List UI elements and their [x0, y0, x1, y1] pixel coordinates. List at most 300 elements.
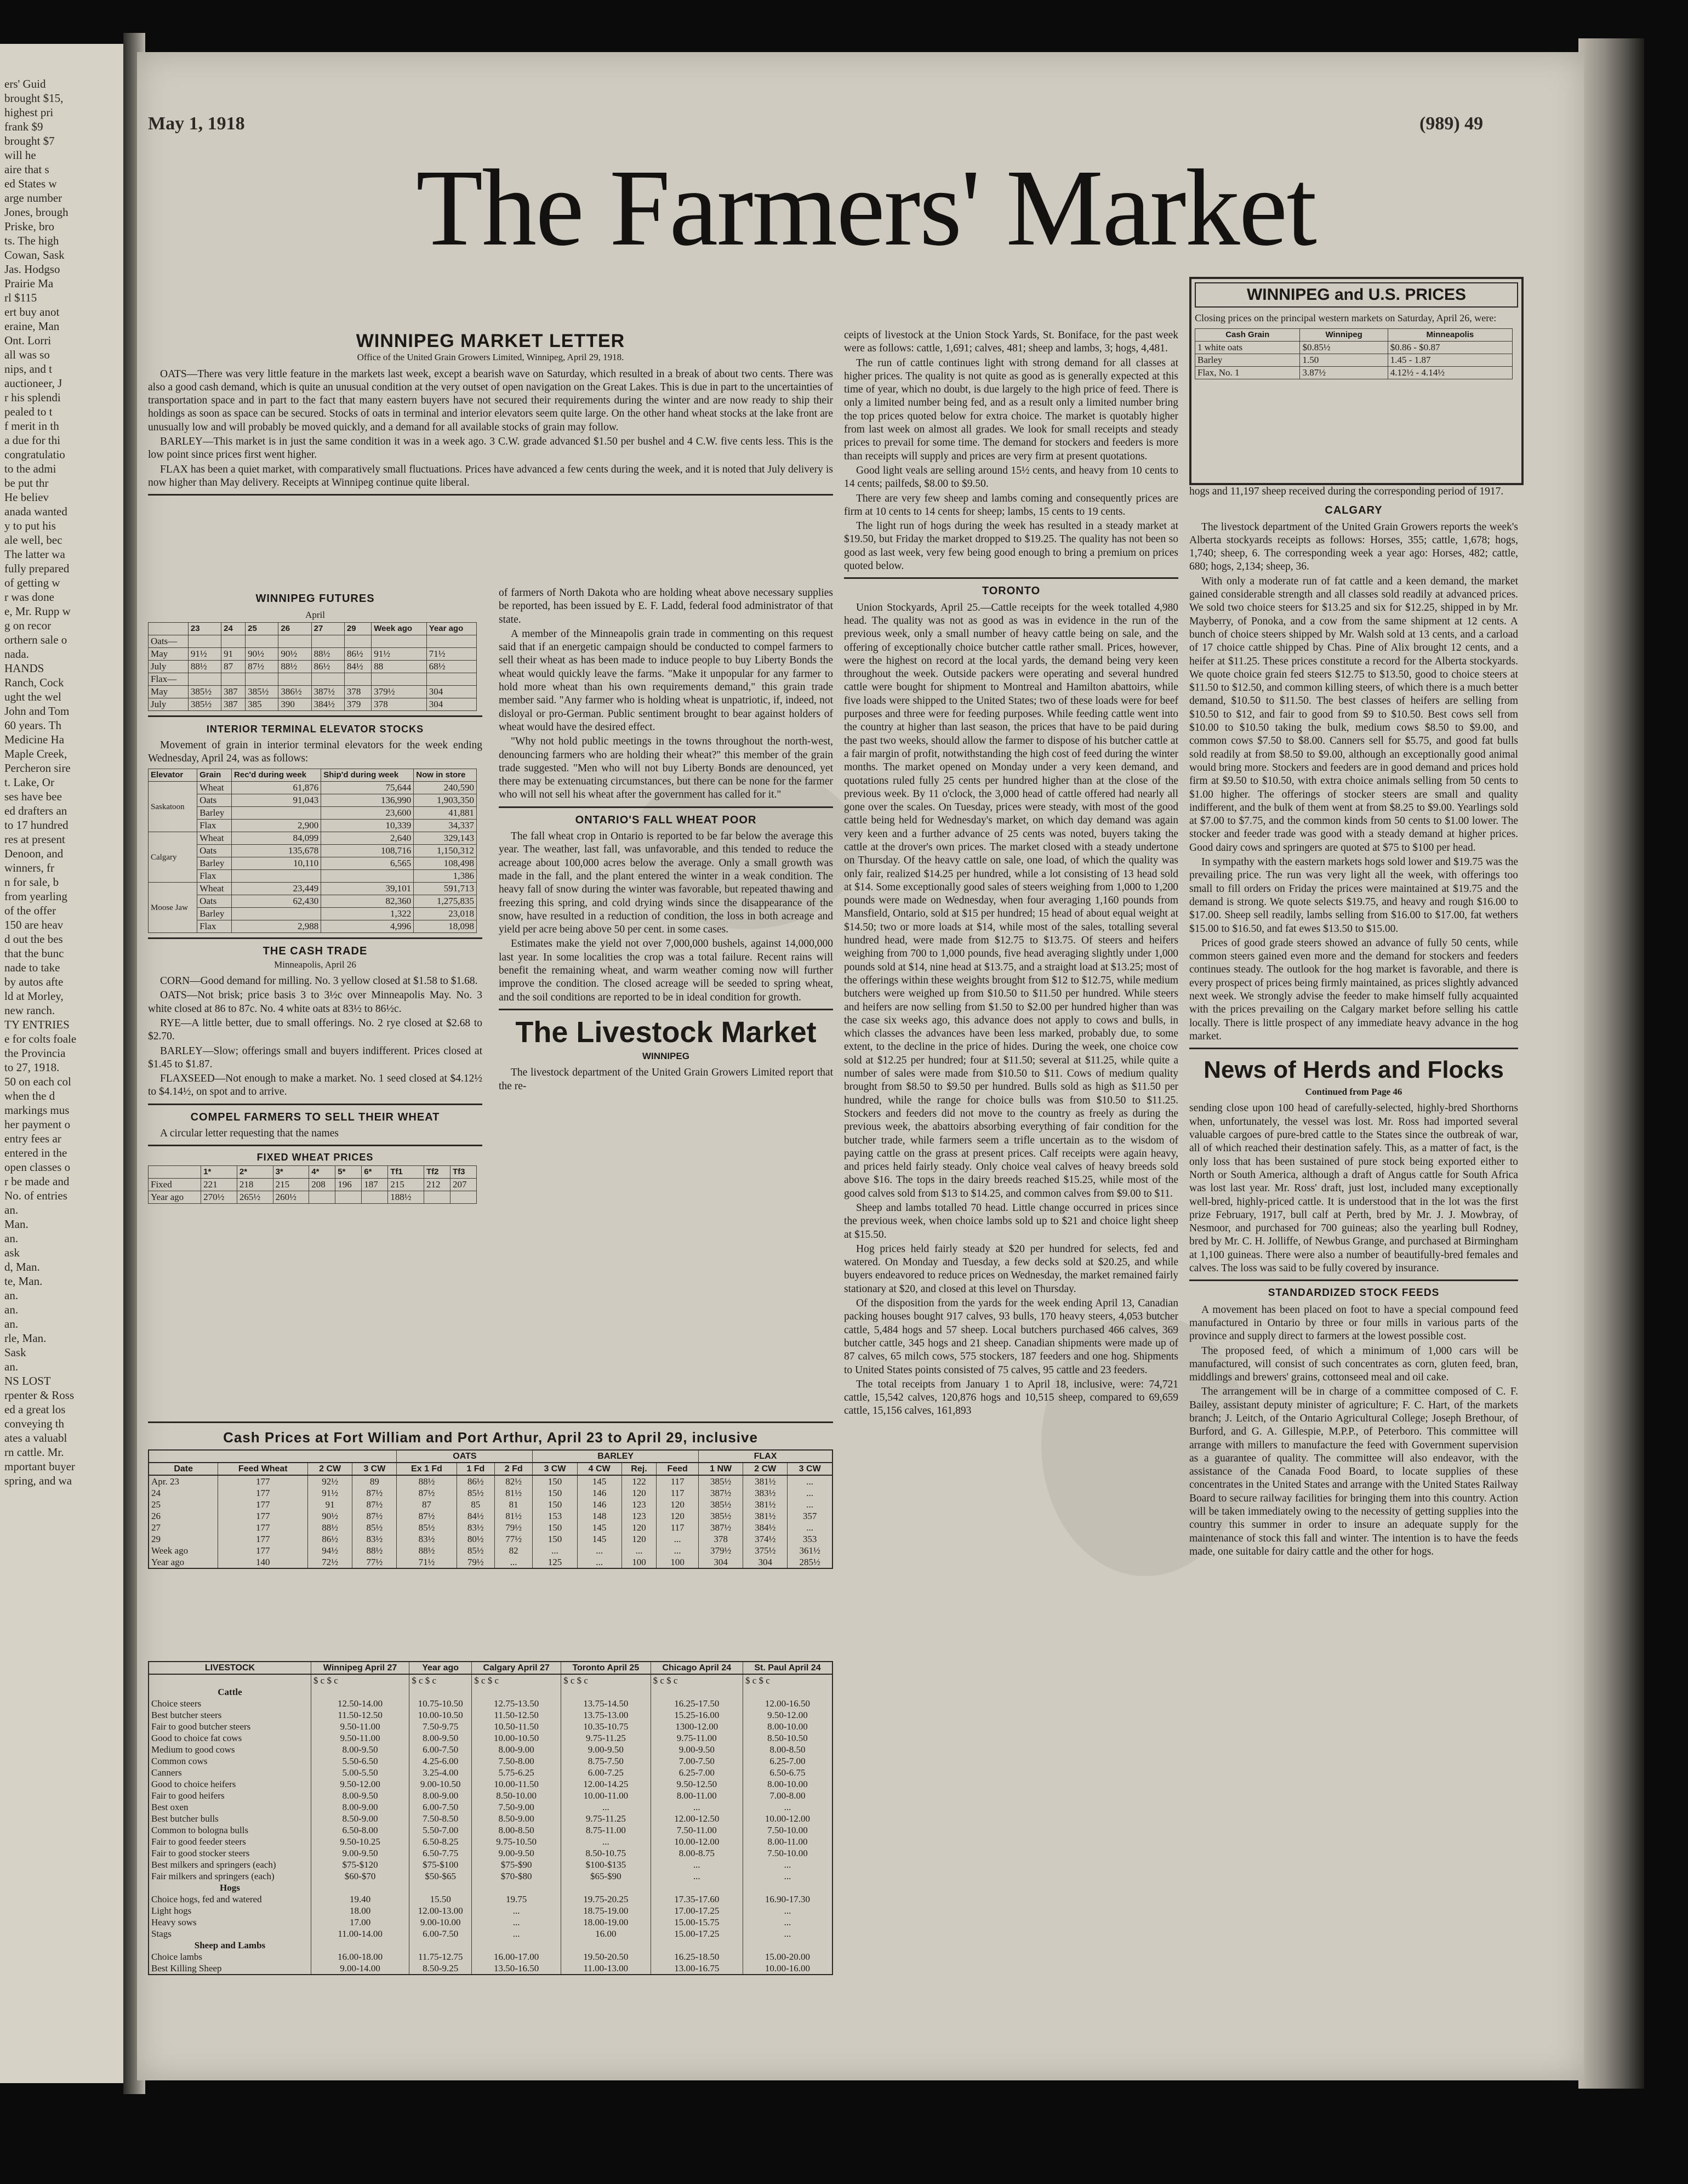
- left-page-fragment: d out the bes: [4, 932, 63, 946]
- table-cell: 79½: [494, 1522, 532, 1533]
- left-page-fragment: all was so: [4, 348, 50, 361]
- table-cell: 117: [657, 1487, 699, 1499]
- table-cell: ...: [561, 1836, 651, 1847]
- table-cell: Best butcher steers: [149, 1709, 311, 1721]
- left-page-fragment: r be made and: [4, 1175, 70, 1188]
- units-cell: $ c $ c: [651, 1674, 743, 1686]
- table-cell: 8.75-7.50: [561, 1755, 651, 1767]
- compel-farmers-continued: of farmers of North Dakota who are holding wheat above necessary supplies be reported, has been issued by E. F. Ladd, federal food administrator of that state.: [499, 587, 833, 625]
- table-cell: 62,430: [232, 895, 321, 908]
- table-cell: Barley: [197, 908, 232, 920]
- table-cell: 212: [424, 1178, 450, 1191]
- table-cell: 12.00-12.50: [651, 1813, 743, 1824]
- table-cell: 153: [533, 1510, 577, 1522]
- left-page-fragment: ught the wel: [4, 690, 61, 703]
- livestock-market-para-5: The light run of hogs during the week has resulted in a steady market at $19.50, but Friday the market dropped to $19.25. The quality has not been so good as last week, very few being good enough to bring a premium on prices quoted below.: [844, 520, 1178, 572]
- section-row: [149, 1940, 832, 1951]
- elevator-row: [149, 895, 477, 908]
- table-cell: 13.75-14.50: [561, 1698, 651, 1709]
- left-page-fragment: ale well, bec: [4, 533, 62, 547]
- table-cell: $65-$90: [561, 1870, 651, 1882]
- table-cell: 9.75-10.50: [472, 1836, 561, 1847]
- futures-row: [149, 685, 477, 698]
- left-page-fragment: g on recor: [4, 619, 52, 632]
- units-cell: $ c $ c: [472, 1674, 561, 1686]
- column-header: 25: [246, 622, 278, 635]
- table-cell: Oats: [197, 895, 232, 908]
- table-cell: 86½: [344, 647, 371, 660]
- left-page-fragment: r his splendi: [4, 391, 61, 404]
- left-page-fragment: auctioneer, J: [4, 377, 62, 390]
- table-cell: 9.75-11.25: [561, 1732, 651, 1744]
- calgary-paragraph: With only a moderate run of fat cattle and a keen demand, the market gained considerable strength and all classes sold readily at advanced prices. We sold two choice steers for $13.25 and six for $12.25, shipped in by Mr. Mayberry, of Ponoka, and a cow from the same shipment at 12 cents. A bunch of choice steers shipped by Mr. Walsh sold at 13 cents, and a carload of 17 choice cattle shipped by Chas. Pine of Alix brought 12 cents, and a heifer at $11.25. These prices constitute a record for the Alberta stockyards. We quote choice grain fed steers $12.75 to $13.50, good to choice steers at $11.50 to $12.50, and common killing steers, of which there is a much better demand, $10.50 to $11.50. The best classes of heifers are selling from $10.50 to $12, and fair to good from $9 to $10.50. Best cows sell from $10.00 to $10.50 taking the bulk, medium cows $8.50 to $9.00, and common cows $7.50 to $8.00. Canners sell for $5.75, and good fat bulls sold readily at from $8.50 to $9.00, although an exceptionally good animal would bring more. Stockers and feeders are in good demand and prices hold firm at $9.50 to $10.50, with extra choice animals selling from 50 cents to $1.00 higher. The offerings of stocker steers are small and quality indifferent, and the bulk of them went at from $8.25 to $9.00. Yearlings sold at $7.00 to $7.75, and the common kinds from 50 cents to $1.00 lower. The stocker and feeder trade was good with a steady demand at higher prices. Good dairy cows and springers are quoted at $75 to $100 per head.: [1189, 575, 1518, 854]
- left-page-fragment: an.: [4, 1232, 19, 1245]
- table-cell: 15.50: [409, 1893, 472, 1905]
- elevator-row: [149, 832, 477, 845]
- fixed-wheat-title: FIXED WHEAT PRICES: [256, 1152, 374, 1163]
- table-cell: 91½: [308, 1487, 352, 1499]
- left-page-fragment: that the bunc: [4, 947, 64, 960]
- left-page-fragment: to 17 hundred: [4, 818, 69, 832]
- group-header-flax: FLAX: [699, 1450, 832, 1463]
- left-page-fragment: rpenter & Ross: [4, 1389, 75, 1402]
- column-header: Chicago April 24: [651, 1662, 743, 1674]
- table-cell: 379½: [372, 685, 426, 698]
- left-page-fragment: brought $7: [4, 134, 55, 147]
- table-cell: 385½: [246, 685, 278, 698]
- elevator-row: [149, 908, 477, 920]
- table-cell: 385½: [699, 1475, 743, 1487]
- left-page-fragment: congratulatio: [4, 448, 65, 461]
- left-page-fragment: markings mus: [4, 1104, 70, 1117]
- livestock-row: [149, 1893, 832, 1905]
- table-cell: 23,018: [414, 908, 477, 920]
- group-header-oats: OATS: [397, 1450, 533, 1463]
- elevator-name: Calgary: [149, 832, 197, 883]
- left-page-fragment: The latter wa: [4, 548, 65, 561]
- table-cell: 71½: [397, 1556, 457, 1568]
- table-cell: 8.00-8.50: [743, 1744, 832, 1755]
- table-cell: Choice lambs: [149, 1951, 311, 1963]
- table-cell: 6.00-7.50: [409, 1801, 472, 1813]
- cash-price-row: [149, 1475, 832, 1487]
- table-cell: 8.50-10.00: [472, 1790, 561, 1801]
- table-cell: 387½: [699, 1522, 743, 1533]
- table-cell: 12.00-13.00: [409, 1905, 472, 1916]
- table-cell: 215: [273, 1178, 309, 1191]
- livestock-market-para-3: Good light veals are selling around 15½ cents, and heavy from 10 cents to 14 cents; pailfeds, $8.00 to $9.50.: [844, 464, 1178, 490]
- table-cell: 4.12½ - 4.14½: [1388, 367, 1512, 379]
- table-cell: 218: [237, 1178, 273, 1191]
- column-header: Ex 1 Fd: [397, 1463, 457, 1475]
- section-filler: [409, 1940, 472, 1951]
- left-page-fragment: anada wanted: [4, 505, 67, 518]
- fixed-wheat-row: [149, 1191, 477, 1203]
- table-cell: 177: [218, 1475, 308, 1487]
- section-row: [149, 1686, 832, 1698]
- livestock-row: [149, 1824, 832, 1836]
- futures-row: [149, 698, 477, 710]
- left-page-fragment: to 27, 1918.: [4, 1061, 60, 1074]
- left-page-fragment: frank $9: [4, 120, 43, 133]
- section-row: [149, 1882, 832, 1893]
- table-cell: 7.50-10.00: [743, 1847, 832, 1859]
- table-cell: 146: [577, 1499, 621, 1510]
- left-page-fragment: an.: [4, 1203, 19, 1216]
- table-cell: 85½: [457, 1545, 494, 1556]
- left-page-fragment: an.: [4, 1289, 19, 1302]
- table-cell: 3.87½: [1300, 367, 1388, 379]
- table-cell: 79½: [457, 1556, 494, 1568]
- table-cell: 4.25-6.00: [409, 1755, 472, 1767]
- column-header: 27: [311, 622, 344, 635]
- units-cell: $ c $ c: [743, 1674, 832, 1686]
- table-cell: 136,990: [321, 794, 414, 807]
- table-cell: 71½: [426, 647, 476, 660]
- left-page-fragment: open classes o: [4, 1161, 71, 1174]
- toronto-paragraph: Hog prices held fairly steady at $20 per hundred for selects, fed and watered. On Monday and Tuesday, a few decks sold at $20.25, and while buyers endeavored to reduce prices on Wednesday, the market remained fairly stationary at $20, and closed at this level on Thursday.: [844, 1243, 1178, 1295]
- table-cell: 304: [743, 1556, 788, 1568]
- prices-box-row: [1195, 342, 1513, 354]
- table-cell: 1.45 - 1.87: [1388, 354, 1512, 367]
- table-cell: 18,098: [414, 920, 477, 933]
- stock-feeds-title: STANDARDIZED STOCK FEEDS: [1268, 1287, 1440, 1299]
- table-cell: 88: [372, 660, 426, 673]
- table-cell: 13.50-16.50: [472, 1963, 561, 1975]
- table-cell: 92½: [308, 1475, 352, 1487]
- table-cell: 1.50: [1300, 354, 1388, 367]
- section-filler: [561, 1882, 651, 1893]
- table-cell: 10.00-10.50: [409, 1709, 472, 1721]
- table-cell: 68½: [426, 660, 476, 673]
- table-cell: 6.25-7.00: [743, 1755, 832, 1767]
- column-header: 3*: [273, 1165, 309, 1178]
- table-cell: 381½: [743, 1475, 788, 1487]
- left-page-fragment: the Provincia: [4, 1046, 66, 1060]
- table-cell: 8.00-11.00: [651, 1790, 743, 1801]
- table-cell: ...: [743, 1905, 832, 1916]
- table-cell: Week ago: [149, 1545, 218, 1556]
- table-cell: 304: [699, 1556, 743, 1568]
- left-page-fragment: her payment o: [4, 1118, 71, 1131]
- table-cell: 357: [788, 1510, 832, 1522]
- table-cell: [311, 635, 344, 647]
- table-cell: 378: [372, 698, 426, 710]
- table-cell: 240,590: [414, 782, 477, 794]
- table-cell: 6.00-7.50: [409, 1928, 472, 1940]
- table-cell: 10.75-10.50: [409, 1698, 472, 1709]
- table-cell: [372, 673, 426, 685]
- table-cell: 196: [335, 1178, 362, 1191]
- left-page-fragment: mportant buyer: [4, 1460, 75, 1473]
- elevator-stocks-intro: Movement of grain in interior terminal elevators for the week ending Wednesday, April 24, was as follows:: [148, 739, 482, 765]
- ontario-wheat-title: ONTARIO'S FALL WHEAT POOR: [575, 814, 757, 826]
- table-cell: 88½: [397, 1545, 457, 1556]
- table-cell: 145: [577, 1533, 621, 1545]
- section-filler: [311, 1882, 409, 1893]
- table-cell: ...: [472, 1916, 561, 1928]
- table-cell: 17.00-17.25: [651, 1905, 743, 1916]
- table-cell: 88½: [278, 660, 311, 673]
- table-cell: Apr. 23: [149, 1475, 218, 1487]
- table-cell: 7.50-8.00: [472, 1755, 561, 1767]
- table-cell: Flax: [197, 870, 232, 883]
- cash-prices-table: [148, 1449, 833, 1569]
- table-cell: 86½: [311, 660, 344, 673]
- column-header: Elevator: [149, 769, 197, 782]
- table-cell: 87½: [246, 660, 278, 673]
- table-cell: 8.00-9.00: [472, 1744, 561, 1755]
- cash-trade-paragraph: OATS—Not brisk; price basis 3 to 3½c over Minneapolis May. No. 3 white closed at 86 to 87c. No. 4 white oats at 83½ to 86½c.: [148, 989, 482, 1015]
- table-cell: 122: [621, 1475, 657, 1487]
- livestock-market-intro: The livestock department of the United Grain Growers Limited report that the re-: [499, 1067, 833, 1092]
- cash-trade-paragraph: FLAXSEED—Not enough to make a market. No. 1 seed closed at $4.12½ to $4.14½, on spot and to arrive.: [148, 1073, 482, 1098]
- table-cell: Fair milkers and springers (each): [149, 1870, 311, 1882]
- section-filler: [472, 1686, 561, 1698]
- table-cell: 177: [218, 1533, 308, 1545]
- table-cell: 91½: [372, 647, 426, 660]
- left-page-fragment: te, Man.: [4, 1275, 43, 1288]
- futures-title: WINNIPEG FUTURES: [255, 593, 375, 605]
- table-cell: 304: [426, 685, 476, 698]
- table-cell: [246, 673, 278, 685]
- table-header-row: [149, 1463, 832, 1475]
- column-header: Grain: [197, 769, 232, 782]
- left-page-fragment: e, Mr. Rupp w: [4, 605, 71, 618]
- table-cell: 150: [533, 1475, 577, 1487]
- table-cell: 8.50-10.75: [561, 1847, 651, 1859]
- table-cell: ...: [472, 1905, 561, 1916]
- table-cell: $50-$65: [409, 1870, 472, 1882]
- table-cell: 10,339: [321, 820, 414, 832]
- table-header-row: [149, 622, 477, 635]
- elevator-name: Moose Jaw: [149, 883, 197, 933]
- table-cell: 91,043: [232, 794, 321, 807]
- table-cell: [309, 1191, 335, 1203]
- left-page-fragment: will he: [4, 149, 36, 162]
- stock-feeds-paragraph: The arrangement will be in charge of a committee composed of C. F. Bailey, assistant deputy minister of agriculture; F. C. Hart, of the markets branch; J. Leitch, of the Ontario Agricultural College; Joseph Brethour, of Burford, and G. A. Gillespie, M.P.P., of Peterboro. This committee will arrange with millers to manufacture the feed with Government supervision as a guarantee of quality. The committee will also endeavor, with the assistance of the Canada Food Board, to locate supplies of these concentrates in the United States and arrange with the United States Railway Board to secure railway facilities for bringing them into this country. Action will be taken immediately owing to the necessity of getting supplies into the country this summer in order to insure an adequate supply for the maintenance of stock this fall and winter. The intention is to have the feeds made, one suitable for dairy cattle and the other for hogs.: [1189, 1386, 1518, 1557]
- toronto-paragraph: Union Stockyards, April 25.—Cattle receipts for the week totalled 4,980 head. The quality was not as good as was in evidence in the run of the previous week, only a small number of heavy cattle being on sale, and the offering of exceptionally choice butcher cattle rather small. Prices, however, were the highest on record at the local yards, the demand being very keen throughout the week. Outside packers were operating and several hundred cattle were bought for shipment to Montreal and Hamilton abattoirs, while five loads were shipped to the United States; two of these loads were for beef purposes and three were for feeding purposes. While feeding cattle went into the country at higher than last season, the prices that have to be paid during the past two weeks, should allow the farmer to dispose of his butcher cattle at a fair margin of profit, notwithstanding the high cost of feed during the winter months. The market opened on Monday under a very keen demand, and quotations ruled fully 25 cents per hundred higher than at the close of the previous week. By 11 o'clock, the 3,000 head of cattle offered had nearly all gone over the scales. On Tuesday, prices were steady, with most of the good cattle being held for Wednesday's market, on which day demand was again very keen and a further advance of 25 cents was noted, buyers taking the cattle at the drover's own prices. The market closed with a steady undertone on Thursday. Of the heavy cattle on sale, one load, of which the quality was only fair, realized $14.25 per hundred, while a lot consisting of 13 head sold at $14. Some exceptionally good sales of steers weighing from 1,000 to 1,200 pounds were made on Wednesday, when four averaging 1,160 pounds from Mansfield, Ontario, sold at $15 per hundred; 15 head of about equal weight at $14.50; two or more loads at $14, while most of the sales, totalling several hundred head, were made from $12.75 to $13.75. Of steers and heifers weighing from 700 to 1,000 pounds, five head averaging slightly under 1,000 pounds sold at $14, nine head at $13.75, and a straight load at $13.25; most of the offerings within these weights brought from $12 to $12.75, while medium butchers were weighed up from $10.50 to $11.50 per hundred. While steers and heifers are now selling from $1.50 to $2.00 per hundred higher than was the case six weeks ago, this advance does not apply to cows and bulls, in which classes the advances have been less marked, probably due, to some extent, to the decline in the price of hides. During the week, one choice cow sold at $12.25 per hundred; four at $11.50; several at $11.25, while quite a number of sales were made from $10.50 to $11. Cows of medium quality brought from $8.50 to $9.50 per hundred. Bulls sold as high as $11.50 per hundred, while the range for choice bulls was from $10.50 to $11.25. Stockers and feeders did not move to the country as freely as during the previous week, the abattoirs absorbing everything of fair condition for the butcher trade, while farmers seem a trifle uncertain as to the wisdom of paying cattle on the grass at present prices. Calf receipts were again heavy, and prices held fairly steady. Only choice veal calves of heavy breeds sold above $16. The tops in the dairy breeds reached $15.25, while most of the good calves sold from $13 to $14.25, and common calves from $9.00 to $11.: [844, 601, 1178, 1199]
- table-cell: [188, 673, 221, 685]
- table-cell: 385½: [699, 1510, 743, 1522]
- table-cell: 2,988: [232, 920, 321, 933]
- left-page-fragment: r was done: [4, 590, 54, 604]
- left-page-fragment: ld at Morley,: [4, 989, 64, 1003]
- table-cell: [344, 635, 371, 647]
- table-cell: 72½: [308, 1556, 352, 1568]
- market-letter-oats: OATS—There was very little feature in the markets last week, except a bearish wave on Saturday, which resulted in a break of about two cents. There was also a good cash demand, which is quite an unusual condition at the very outset of open navigation on the Great Lakes. This is due in part to the uncertainties of transportation space and in part to the fact that many eastern buyers have not secured their requirements during the winter and are now ready to ship their holdings as soon as space can be secured. Stocks of oats in terminal and interior elevators seem quite large. On the other hand wheat stocks at the lake front are unusually low and will probably be moved quickly, and a demand for all available stocks of grain may follow.: [148, 368, 833, 433]
- section-filler: [409, 1882, 472, 1893]
- right-top-text: hogs and 11,197 sheep received during the corresponding period of 1917.: [1189, 486, 1504, 497]
- right-page-edge: [1578, 38, 1644, 2089]
- table-cell: 1,386: [414, 870, 477, 883]
- table-cell: 10.00-12.00: [651, 1836, 743, 1847]
- livestock-row: [149, 1928, 832, 1940]
- table-header-row: [1195, 329, 1513, 342]
- left-page-text-fragments: [4, 77, 114, 1488]
- livestock-market-para-4: There are very few sheep and lambs coming and consequently prices are firm at 10 cents to 14 cents for sheep; lambs, 15 cents to 19 cents.: [844, 492, 1178, 517]
- section-filler: [743, 1686, 832, 1698]
- livestock-row: [149, 1847, 832, 1859]
- left-page-fragment: ts. The high: [4, 234, 59, 247]
- toronto-paragraph: Sheep and lambs totalled 70 head. Little change occurred in prices since the previous week, when choice lambs sold up to $21 and choice light sheep at $15.50.: [844, 1202, 1178, 1241]
- table-header-row: [149, 769, 477, 782]
- table-cell: 6.50-8.25: [409, 1836, 472, 1847]
- left-page-fragment: when the d: [4, 1089, 55, 1102]
- news-herds-para: sending close upon 100 head of carefully-selected, highly-bred Shorthorns when, unfortunately, the vessel was lost. Mr. Ross had imported several valuable cargoes of pure-bred cattle to the States since the outbreak of war, all of which reached their destination safely. This, as a matter of fact, is the only loss that has been sustained of pure stock being exported either to North or South America, although a draft of Angus cattle for South Africa was lost last year. Mr. Ross' draft, just lost, included many exceptionally well-bred, highly-priced cattle. It is understood that in the lot was the first prize February, 1917, bull calf at Perth, bred by Mr. J. J. Mowbray, of Nesmoor, and purchased for 700 guineas; also the yearling bull Rodney, bred by Mr. C. H. Jolliffe, of Newbus Grange, and purchased at Birmingham at 1,100 guineas. There were also a number of beautifully-bred females and calves. The loss was said to be fully covered by insurance.: [1189, 1102, 1518, 1275]
- news-herds-headline: News of Herds and Flocks: [1204, 1056, 1504, 1084]
- table-header-row: [149, 1662, 832, 1674]
- left-page-fragment: a due for thi: [4, 434, 61, 447]
- table-cell: [311, 673, 344, 685]
- table-cell: ...: [651, 1859, 743, 1870]
- table-cell: 385: [246, 698, 278, 710]
- table-cell: 9.00-9.50: [561, 1744, 651, 1755]
- table-cell: 8.00-9.00: [311, 1801, 409, 1813]
- table-cell: 8.50-10.50: [743, 1732, 832, 1744]
- livestock-row: [149, 1859, 832, 1870]
- running-head-page-number: (989) 49: [1419, 113, 1484, 134]
- fixed-wheat-prices-table: [148, 1165, 477, 1204]
- left-page-fragment: 150 are heav: [4, 918, 64, 931]
- units-cell: [149, 1674, 311, 1686]
- table-cell: 81½: [494, 1487, 532, 1499]
- table-cell: Common cows: [149, 1755, 311, 1767]
- table-cell: 13.75-13.00: [561, 1709, 651, 1721]
- table-cell: 384½: [311, 698, 344, 710]
- table-cell: 87: [221, 660, 246, 673]
- livestock-row: [149, 1963, 832, 1975]
- table-cell: 6.00-7.50: [409, 1744, 472, 1755]
- table-cell: 5.50-6.50: [311, 1755, 409, 1767]
- cash-price-row: [149, 1522, 832, 1533]
- table-cell: 100: [621, 1556, 657, 1568]
- column-header: 24: [221, 622, 246, 635]
- table-cell: Best milkers and springers (each): [149, 1859, 311, 1870]
- table-cell: [362, 1191, 388, 1203]
- livestock-row: [149, 1744, 832, 1755]
- column-1: [148, 587, 482, 1204]
- table-cell: [221, 673, 246, 685]
- column-header: 1*: [201, 1165, 237, 1178]
- column-header: 2 CW: [308, 1463, 352, 1475]
- left-page-fragment: arge number: [4, 191, 62, 204]
- compel-farmers-para-2: A member of the Minneapolis grain trade in commenting on this request said that if an energetic campaign should be conducted to compel farmers to sell their wheat as has been made to induce people to buy Liberty Bonds the wheat would quickly leave the farms. "Make it unpopular for any farmer to hold more wheat than his own requirements demand," this grain trade member said. "Any farmer who is holding wheat is unpatriotic, if, indeed, not disloyal or pro-German. Public sentiment brought to bear against holders of wheat would have the desired effect.: [499, 628, 833, 733]
- table-cell: ...: [788, 1487, 832, 1499]
- table-cell: 385½: [188, 685, 221, 698]
- livestock-row: [149, 1732, 832, 1744]
- cash-prices-block: [148, 1417, 833, 1569]
- cash-price-row: [149, 1499, 832, 1510]
- column-header: 5*: [335, 1165, 362, 1178]
- left-page-fragment: winners, fr: [4, 861, 54, 874]
- table-cell: Wheat: [197, 832, 232, 845]
- table-cell: 12.00-14.25: [561, 1778, 651, 1790]
- table-cell: 88½: [188, 660, 221, 673]
- table-cell: 187: [362, 1178, 388, 1191]
- table-cell: 18.00-19.00: [561, 1916, 651, 1928]
- column-header: Minneapolis: [1388, 329, 1512, 342]
- calgary-paragraphs: [1189, 521, 1518, 1044]
- table-cell: Fair to good butcher steers: [149, 1721, 311, 1732]
- table-cell: 1,322: [321, 908, 414, 920]
- table-cell: 77½: [494, 1533, 532, 1545]
- table-cell: [450, 1191, 476, 1203]
- table-cell: ...: [743, 1801, 832, 1813]
- livestock-market-para-2: The run of cattle continues light with strong demand for all classes at higher prices. The quality is not quite as good as is generally expected at this time of year, which no doubt, is due largely to the high price of feed. There is only a limited number being fed, and as a result only a limited number bring the top prices quoted below for extra choice. The market is quotably higher from last week on almost all grades. We look for small receipts and steady prices to prevail for some time. The demand for stockers and feeders is more than receipts will supply and prices are very firm at present quotations.: [844, 357, 1178, 462]
- table-cell: 12.50-14.00: [311, 1698, 409, 1709]
- elevator-name: Saskatoon: [149, 782, 197, 832]
- market-letter-flax: FLAX has been a quiet market, with comparatively small fluctuations. Prices have advanced a few cents during the week, and it is noted that July delivery is now higher than May delivery. Receipts at Winnipeg continue quite liberal.: [148, 463, 833, 488]
- elevator-stocks-table: [148, 769, 477, 933]
- table-cell: 26: [149, 1510, 218, 1522]
- table-cell: 8.50-9.00: [311, 1813, 409, 1824]
- table-cell: 84½: [344, 660, 371, 673]
- table-cell: 120: [657, 1499, 699, 1510]
- livestock-row: [149, 1801, 832, 1813]
- column-header: Year ago: [426, 622, 476, 635]
- table-cell: 9.50-12.50: [651, 1778, 743, 1790]
- table-cell: 381½: [743, 1510, 788, 1522]
- column-header: 1 Fd: [457, 1463, 494, 1475]
- column-header: Now in store: [414, 769, 477, 782]
- table-cell: ...: [577, 1556, 621, 1568]
- table-cell: $60-$70: [311, 1870, 409, 1882]
- table-cell: 208: [309, 1178, 335, 1191]
- livestock-prices-block: [148, 1661, 833, 1975]
- table-cell: 84½: [457, 1510, 494, 1522]
- table-cell: [278, 635, 311, 647]
- left-page-fragment: ses have bee: [4, 790, 62, 803]
- table-cell: ...: [651, 1801, 743, 1813]
- newspaper-page: [137, 52, 1584, 2080]
- column-header: Rec'd during week: [232, 769, 321, 782]
- table-cell: 9.50-10.25: [311, 1836, 409, 1847]
- table-cell: $75-$100: [409, 1859, 472, 1870]
- column-header: Ship'd during week: [321, 769, 414, 782]
- section-filler: [743, 1940, 832, 1951]
- table-cell: 89: [352, 1475, 397, 1487]
- stock-feeds-paragraph: The proposed feed, of which a minimum of 1,000 cars will be manufactured, will consist of such concentrates as corn, gluten feed, bran, middlings and brewers' grains, cottonseed meal and oil cake.: [1189, 1345, 1518, 1384]
- table-cell: 145: [577, 1475, 621, 1487]
- left-page-fragment: Percheron sire: [4, 761, 71, 775]
- left-page-fragment: Maple Creek,: [4, 747, 67, 760]
- left-page-fragment: f merit in th: [4, 419, 59, 433]
- table-cell: 16.25-17.50: [651, 1698, 743, 1709]
- masthead-title: The Farmers' Market: [416, 147, 1316, 269]
- table-cell: 9.75-11.00: [651, 1732, 743, 1744]
- left-page-fragment: by autos afte: [4, 975, 64, 988]
- table-cell: 10.00-10.50: [472, 1732, 561, 1744]
- elevator-row: [149, 883, 477, 895]
- column-header: Tf2: [424, 1165, 450, 1178]
- table-cell: ...: [577, 1545, 621, 1556]
- futures-table: [148, 622, 477, 711]
- table-cell: Flax: [197, 920, 232, 933]
- left-page-fragment: res at present: [4, 833, 65, 846]
- table-cell: 7.00-8.00: [743, 1790, 832, 1801]
- table-cell: Best butcher bulls: [149, 1813, 311, 1824]
- table-cell: 18.00: [311, 1905, 409, 1916]
- table-cell: 117: [657, 1522, 699, 1533]
- table-cell: 82,360: [321, 895, 414, 908]
- table-cell: 6.00-7.25: [561, 1767, 651, 1778]
- table-cell: 17.35-17.60: [651, 1893, 743, 1905]
- table-cell: 34,337: [414, 820, 477, 832]
- table-cell: [426, 635, 476, 647]
- table-cell: 16.90-17.30: [743, 1893, 832, 1905]
- column-header: 2*: [237, 1165, 273, 1178]
